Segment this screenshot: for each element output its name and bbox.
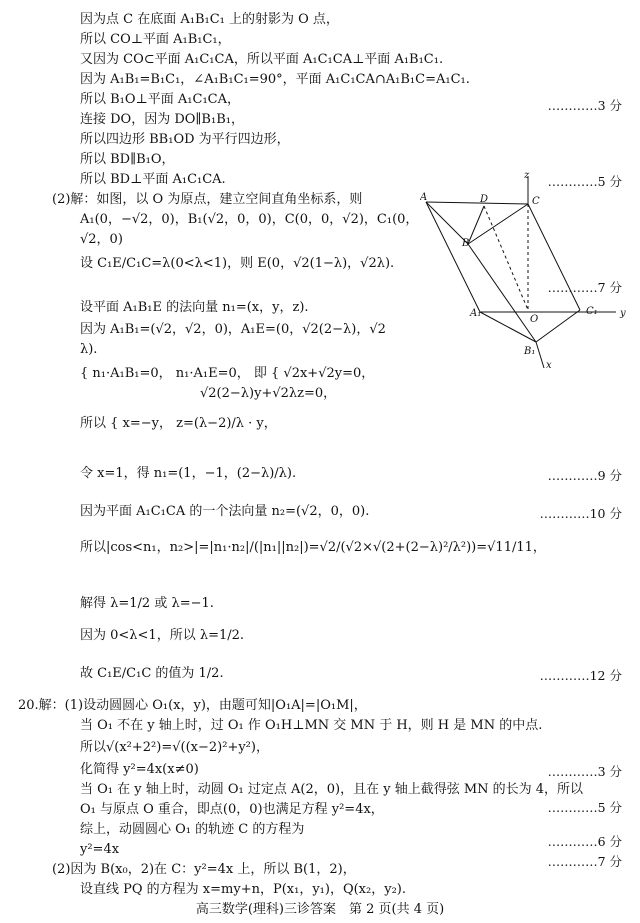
text-line: √2(2−λ)y+√2λz=0， <box>200 386 337 401</box>
figure-label-b1: B₁ <box>524 346 536 357</box>
text-line: 所以 BD∥B₁O， <box>80 152 175 167</box>
score-marker: …………3 分 <box>547 98 622 113</box>
score-marker: …………5 分 <box>547 800 622 815</box>
text-line: (2)解：如图，以 O 为原点，建立空间直角坐标系，则 <box>52 192 363 207</box>
score-marker: …………7 分 <box>547 280 622 295</box>
score-marker: …………5 分 <box>547 174 622 189</box>
text-line: 因为点 C 在底面 A₁B₁C₁ 上的射影为 O 点， <box>80 12 339 27</box>
text-line: 令 x=1，得 n₁=(1，−1，(2−λ)/λ). <box>80 466 297 481</box>
text-line: 综上，动圆圆心 O₁ 的轨迹 C 的方程为 <box>80 822 305 837</box>
text-line: 所以 BD⊥平面 A₁C₁CA. <box>80 172 226 187</box>
figure-label-a1: A₁ <box>470 308 482 319</box>
text-line: 因为平面 A₁C₁CA 的一个法向量 n₂=(√2，0，0). <box>80 504 370 519</box>
figure-label-z: z <box>524 172 530 181</box>
text-line: √2，0) <box>80 232 123 247</box>
text-line: A₁(0，−√2，0)，B₁(√2，0，0)，C(0，0，√2)，C₁(0， <box>80 212 419 227</box>
text-line: 化简得 y²=4x(x≠0) <box>80 762 199 777</box>
geometry-figure <box>420 172 630 372</box>
text-line: 故 C₁E/C₁C 的值为 1/2. <box>80 666 224 681</box>
figure-label-x: x <box>546 360 552 371</box>
text-line: 所以 { x=−y， z=(λ−2)/λ · y， <box>80 416 277 431</box>
text-line: 所以四边形 BB₁OD 为平行四边形， <box>80 132 290 147</box>
text-line: 所以√(x²+2²)=√((x−2)²+y²)， <box>80 740 269 755</box>
score-marker: …………9 分 <box>547 468 622 483</box>
text-line: 当 O₁ 在 y 轴上时，动圆 O₁ 过定点 A(2，0)，且在 y 轴上截得弦 MN 的长为 4，所以 <box>80 782 584 797</box>
text-line: 设 C₁E/C₁C=λ(0<λ<1)，则 E(0，√2(1−λ)，√2λ). <box>80 256 395 271</box>
text-line: 设直线 PQ 的方程为 x=my+n，P(x₁，y₁)，Q(x₂，y₂). <box>80 882 406 897</box>
score-marker: …………12 分 <box>539 668 622 683</box>
score-marker: …………10 分 <box>539 506 622 521</box>
text-line: 所以|cos<n₁，n₂>|=|n₁·n₂|/(|n₁||n₂|)=√2/(√2×√(2+(2−λ)²/λ²))=√11/11， <box>80 540 546 555</box>
text-line: 所以 CO⊥平面 A₁B₁C₁， <box>80 32 231 47</box>
figure-label-c: C <box>532 196 540 207</box>
figure-label-o: O <box>530 314 539 325</box>
page-footer: 高三数学(理科)三诊答案 第 2 页(共 4 页) <box>195 902 445 917</box>
text-line: O₁ 与原点 O 重合，即点(0，0)也满足方程 y²=4x， <box>80 802 384 817</box>
figure-label-y: y <box>620 308 626 319</box>
text-line: { n₁·A₁B₁=0， n₁·A₁E=0， 即 { √2x+√2y=0， <box>80 366 375 381</box>
figure-label-c1: C₁ <box>586 306 598 317</box>
text-line: (2)因为 B(x₀，2)在 C：y²=4x 上，所以 B(1，2)， <box>52 862 356 877</box>
figure-label-b: B <box>462 238 470 249</box>
text-line: 解得 λ=1/2 或 λ=−1. <box>80 596 214 611</box>
text-line: y²=4x <box>80 842 120 857</box>
figure-label-a: A <box>420 192 428 203</box>
score-marker: …………7 分 <box>547 854 622 869</box>
score-marker: …………3 分 <box>547 764 622 779</box>
text-line: 当 O₁ 不在 y 轴上时，过 O₁ 作 O₁H⊥MN 交 MN 于 H，则 H 是 MN 的中点. <box>80 718 543 733</box>
text-line: 因为 A₁B₁=(√2，√2，0)，A₁E=(0，√2(2−λ)，√2 <box>80 322 386 337</box>
text-line: 又因为 CO⊂平面 A₁C₁CA，所以平面 A₁C₁CA⊥平面 A₁B₁C₁. <box>80 52 444 67</box>
text-line: λ). <box>80 342 98 357</box>
score-marker: …………6 分 <box>547 834 622 849</box>
text-line: 所以 B₁O⊥平面 A₁C₁CA， <box>80 92 241 107</box>
figure-label-d: D <box>480 194 489 205</box>
text-line: 设平面 A₁B₁E 的法向量 n₁=(x，y，z). <box>80 300 309 315</box>
text-line: 因为 0<λ<1，所以 λ=1/2. <box>80 628 245 643</box>
text-line: 因为 A₁B₁=B₁C₁，∠A₁B₁C₁=90°，平面 A₁C₁CA∩A₁B₁C=A₁C₁. <box>80 72 470 87</box>
text-line: 连接 DO，因为 DO∥B₁B₁， <box>80 112 244 127</box>
text-line: 20.解：(1)设动圆圆心 O₁(x，y)，由题可知|O₁A|=|O₁M|， <box>18 698 367 713</box>
